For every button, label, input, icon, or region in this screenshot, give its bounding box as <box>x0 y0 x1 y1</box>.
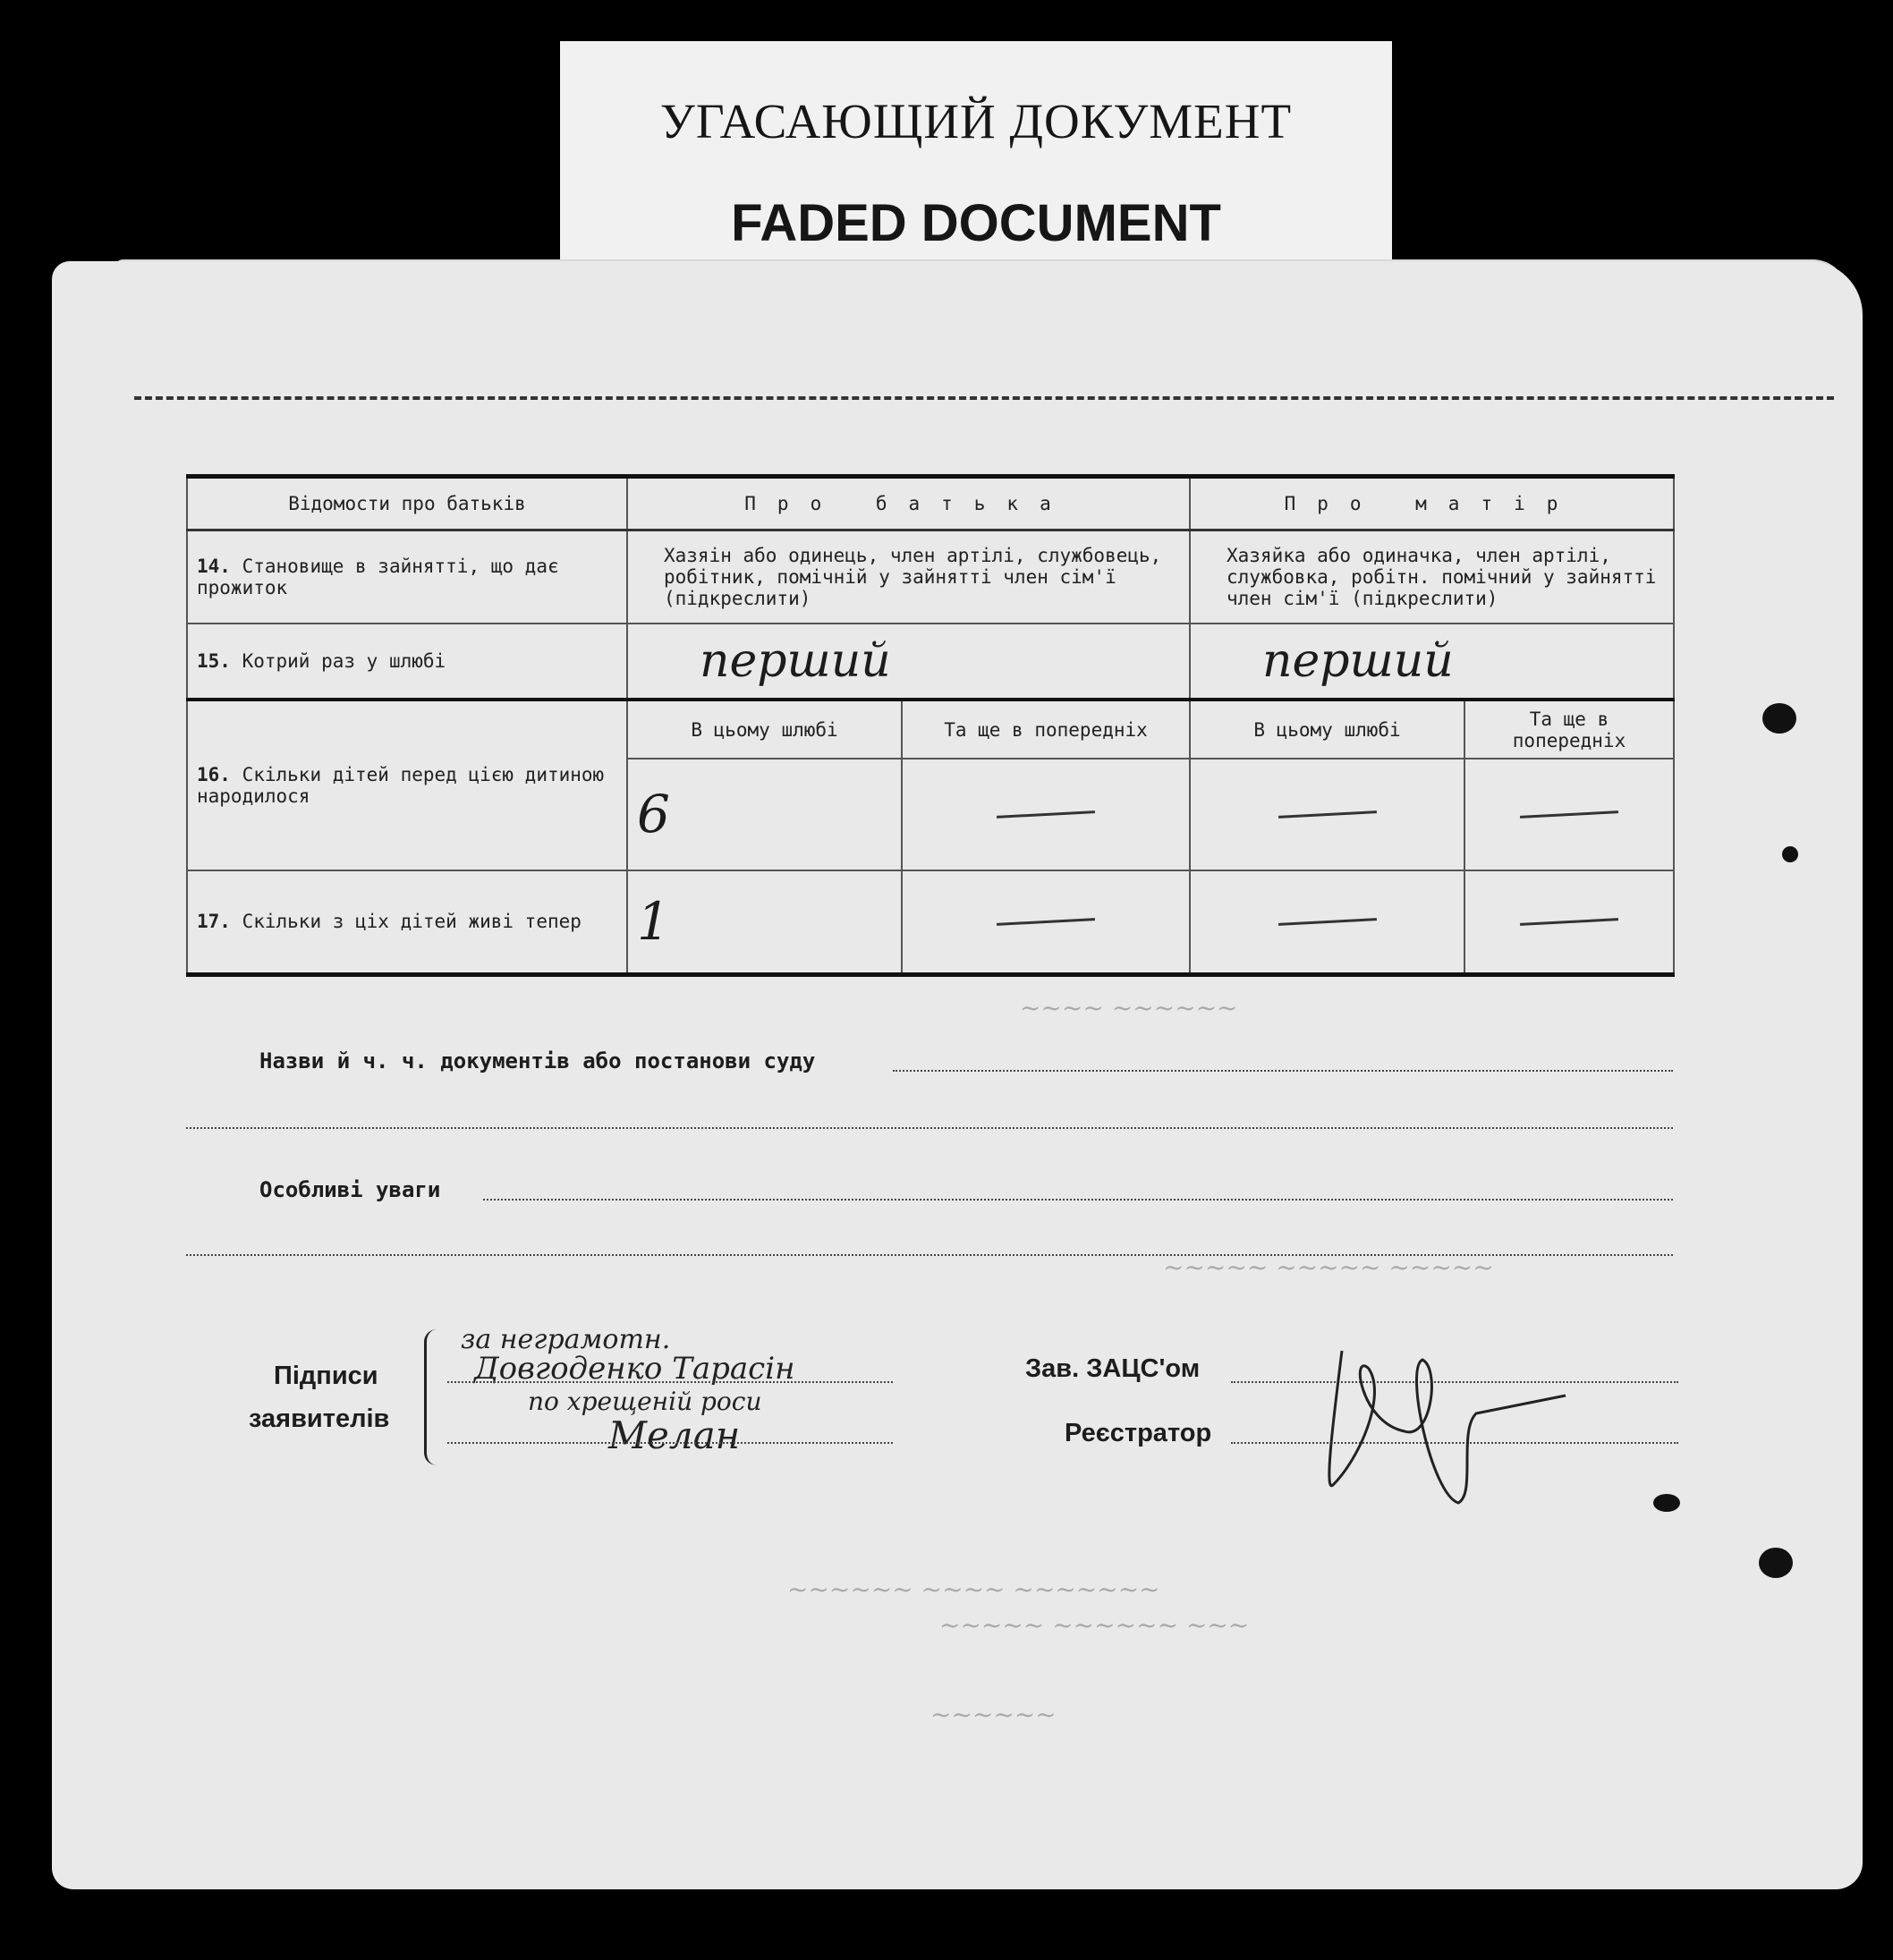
row17-mother-prev <box>1464 870 1674 975</box>
documents-fill-line-2 <box>186 1127 1673 1129</box>
handwritten-dash <box>1520 810 1618 819</box>
bleed-through-handwriting: ~~~~~ ~~~~~~ ~~~ <box>939 1610 1250 1640</box>
row15-mother-value: перший <box>1190 624 1674 700</box>
row17-mother-this <box>1190 870 1464 975</box>
bleed-through-handwriting: ~~~~~ ~~~~~ ~~~~~ <box>1163 1252 1494 1282</box>
punch-hole <box>1759 1548 1793 1578</box>
signature-brace <box>424 1329 441 1465</box>
punch-hole <box>1653 1494 1680 1512</box>
registrar-label: Реєстратор <box>1065 1419 1212 1447</box>
parents-info-table-wrap <box>186 474 1675 977</box>
row17-father-this: 1 <box>627 870 902 975</box>
handwritten-dash <box>1278 810 1376 819</box>
row17-label: Скільки з ціх дітей живі тепер <box>242 911 581 933</box>
handwritten-dash <box>1520 918 1618 926</box>
row15-label-cell <box>187 624 627 700</box>
row14-mother-text: Хазяйка або одиначка, член артілі, службовка, робітн. помічний у зайнятті член сім'ї (підкреслити) <box>1190 530 1674 624</box>
table-header-row <box>187 477 1674 530</box>
row15-label: Котрий раз у шлюбі <box>242 650 446 673</box>
row16-mother-prev <box>1464 759 1674 870</box>
row15-father-value: перший <box>627 624 1190 700</box>
subheader-row <box>187 700 1674 759</box>
subheader-father-prev: Та ще в попередніх <box>902 700 1190 759</box>
bleed-through-handwriting: ~~~~~~ ~~~~ ~~~~~~~ <box>787 1574 1160 1604</box>
row15-number: 15. <box>197 650 231 673</box>
perforation-line <box>134 396 1834 400</box>
applicant-signature-line-4: Мелан <box>608 1413 741 1457</box>
row16-number: 16. <box>197 764 231 786</box>
row16-father-prev <box>902 759 1190 870</box>
head-of-registry-label: Зав. ЗАЦС'ом <box>1025 1354 1201 1383</box>
remarks-fill-line-2 <box>186 1254 1673 1256</box>
applicant-signature-line-3: по хрещеній роси <box>528 1387 762 1416</box>
archive-label-english: FADED DOCUMENT <box>731 194 1221 252</box>
row17-label-cell <box>187 870 627 975</box>
applicant-signature-line-2-rule <box>447 1442 893 1444</box>
row14-label-cell <box>187 530 627 624</box>
handwritten-dash <box>1278 918 1376 926</box>
punch-hole <box>1762 703 1796 734</box>
applicants-signatures-label-2: заявителів <box>249 1404 390 1433</box>
row14-label: Становище в зайнятті, що дає прожиток <box>197 556 559 599</box>
applicants-signatures-label-1: Підписи <box>274 1362 378 1390</box>
bleed-through-handwriting: ~~~~ ~~~~~~ <box>1020 993 1238 1022</box>
row17-number: 17. <box>197 911 231 933</box>
row-15 <box>187 624 1674 700</box>
archive-label-card <box>560 41 1392 283</box>
row-17 <box>187 870 1674 975</box>
row14-father-text: Хазяін або одинець, член артілі, службовець, робітник, помічній у зайнятті член сім'ї (підкреслити) <box>627 530 1190 624</box>
applicant-signature-line-1: за неграмотн. <box>461 1324 671 1355</box>
row16-label: Скільки дітей перед цією дитиною народилося <box>197 764 605 808</box>
signature-stroke <box>1329 1351 1566 1503</box>
row16-mother-this <box>1190 759 1464 870</box>
row17-father-prev <box>902 870 1190 975</box>
applicant-signature-line <box>447 1381 893 1383</box>
subheader-father-this: В цьому шлюбі <box>627 700 902 759</box>
documents-fill-line <box>893 1070 1673 1072</box>
bleed-through-handwriting: ~~~~~~ <box>930 1700 1057 1729</box>
remarks-label: Особливі уваги <box>259 1177 441 1202</box>
row16-father-this: 6 <box>627 759 902 870</box>
handwritten-dash <box>997 918 1095 926</box>
documents-label: Назви й ч. ч. документів або постанови суду <box>259 1048 816 1073</box>
header-mother: Про матір <box>1190 477 1674 530</box>
remarks-fill-line <box>483 1199 1673 1201</box>
parents-info-table <box>186 474 1675 977</box>
subheader-mother-this: В цьому шлюбі <box>1190 700 1464 759</box>
row14-number: 14. <box>197 556 231 578</box>
punch-hole <box>1782 846 1798 862</box>
row16-label-cell <box>187 700 627 870</box>
subheader-mother-prev: Та ще в попередніх <box>1464 700 1674 759</box>
handwritten-dash <box>997 810 1095 819</box>
header-father: Про батька <box>627 477 1190 530</box>
row-14 <box>187 530 1674 624</box>
registrar-signature <box>1306 1315 1575 1539</box>
applicant-signature-line-2: Довгоденко Тарасін <box>474 1351 795 1387</box>
archive-label-russian: УГАСАЮЩИЙ ДОКУМЕНТ <box>659 94 1293 148</box>
header-parents-info: Відомости про батьків <box>187 477 627 530</box>
